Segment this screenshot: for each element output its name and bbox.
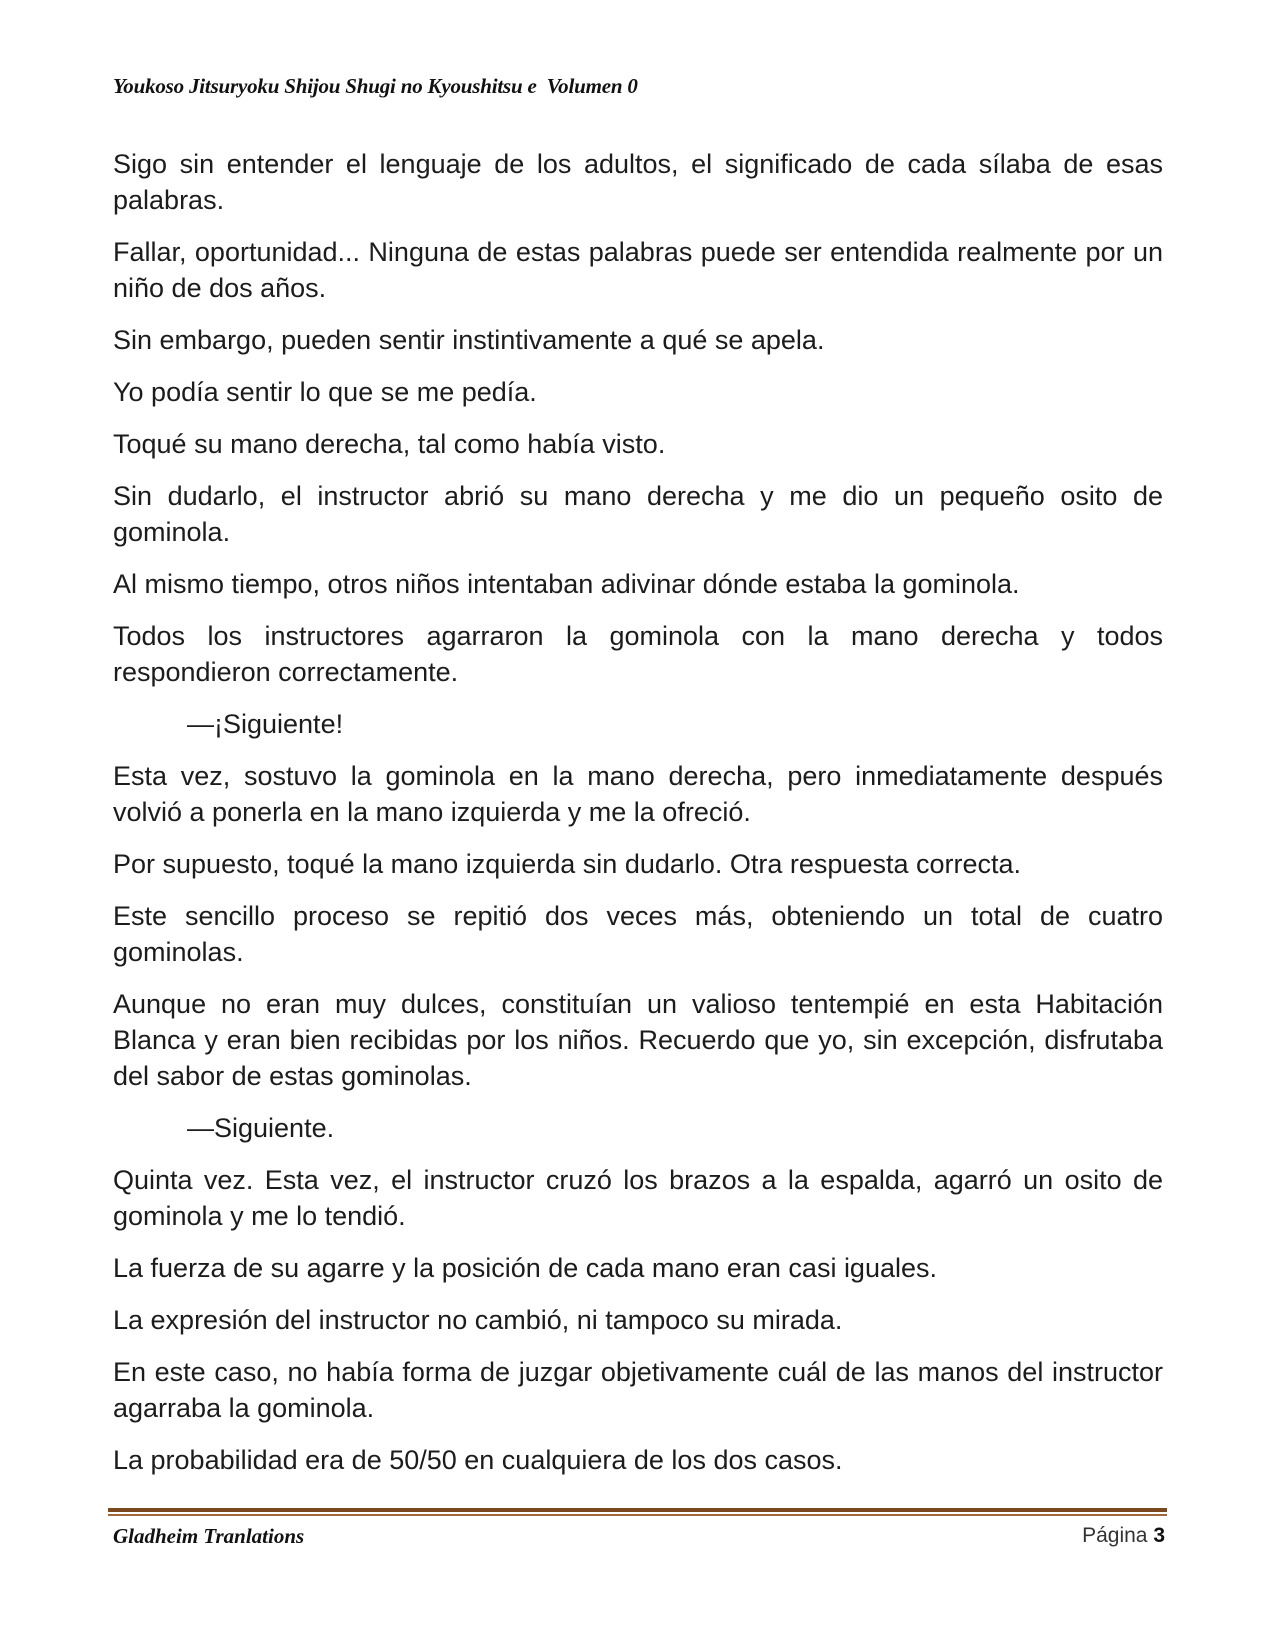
- paragraph: Al mismo tiempo, otros niños intentaban adivinar dónde estaba la gominola.: [113, 569, 1020, 599]
- dialogue-line: —¡Siguiente!: [187, 709, 344, 739]
- paragraph: Fallar, oportunidad... Ninguna de estas palabras puede ser entendida realmente por un niño de dos años.: [113, 237, 1163, 303]
- page-number: 3: [1153, 1524, 1165, 1547]
- dialogue-line: —Siguiente.: [187, 1113, 335, 1143]
- paragraph: Esta vez, sostuvo la gominola en la mano derecha, pero inmediatamente después volvió a ponerla en la mano izquierda y me la ofreció.: [113, 761, 1163, 827]
- page-number-block: [1082, 1524, 1165, 1548]
- paragraph: Sin dudarlo, el instructor abrió su mano derecha y me dio un pequeño osito de gominola.: [113, 481, 1163, 547]
- paragraph: La expresión del instructor no cambió, ni tampoco su mirada.: [113, 1305, 843, 1335]
- paragraph: Este sencillo proceso se repitió dos veces más, obteniendo un total de cuatro gominolas.: [113, 901, 1163, 967]
- paragraph: Por supuesto, toqué la mano izquierda sin dudarlo. Otra respuesta correcta.: [113, 849, 1022, 879]
- paragraph: La fuerza de su agarre y la posición de cada mano eran casi iguales.: [113, 1253, 938, 1283]
- paragraph: Sin embargo, pueden sentir instintivamente a qué se apela.: [113, 325, 825, 355]
- footer-divider-thin: [108, 1514, 1167, 1516]
- footer-credit: Gladheim Tranlations: [113, 1524, 305, 1548]
- paragraph: Quinta vez. Esta vez, el instructor cruzó los brazos a la espalda, agarró un osito de gominola y me lo tendió.: [113, 1165, 1163, 1231]
- paragraph: Toqué su mano derecha, tal como había visto.: [113, 429, 666, 459]
- body-text: [113, 146, 1163, 1494]
- paragraph: Yo podía sentir lo que se me pedía.: [113, 377, 537, 407]
- paragraph: Sigo sin entender el lenguaje de los adultos, el significado de cada sílaba de esas palabras.: [113, 149, 1163, 215]
- page-label: Página: [1082, 1524, 1148, 1547]
- running-header: Youkoso Jitsuryoku Shijou Shugi no Kyoushitsu e Volumen 0: [113, 74, 638, 98]
- paragraph: La probabilidad era de 50/50 en cualquiera de los dos casos.: [113, 1445, 843, 1475]
- paragraph: Aunque no eran muy dulces, constituían un valioso tentempié en esta Habitación Blanca y eran bien recibidas por los niños. Recuerdo que yo, sin excepción, disfrutaba del sabor de estas gominolas.: [113, 989, 1163, 1091]
- paragraph: En este caso, no había forma de juzgar objetivamente cuál de las manos del instructor agarraba la gominola.: [113, 1357, 1163, 1423]
- footer-divider: [108, 1508, 1167, 1512]
- paragraph: Todos los instructores agarraron la gominola con la mano derecha y todos respondieron correctamente.: [113, 621, 1163, 687]
